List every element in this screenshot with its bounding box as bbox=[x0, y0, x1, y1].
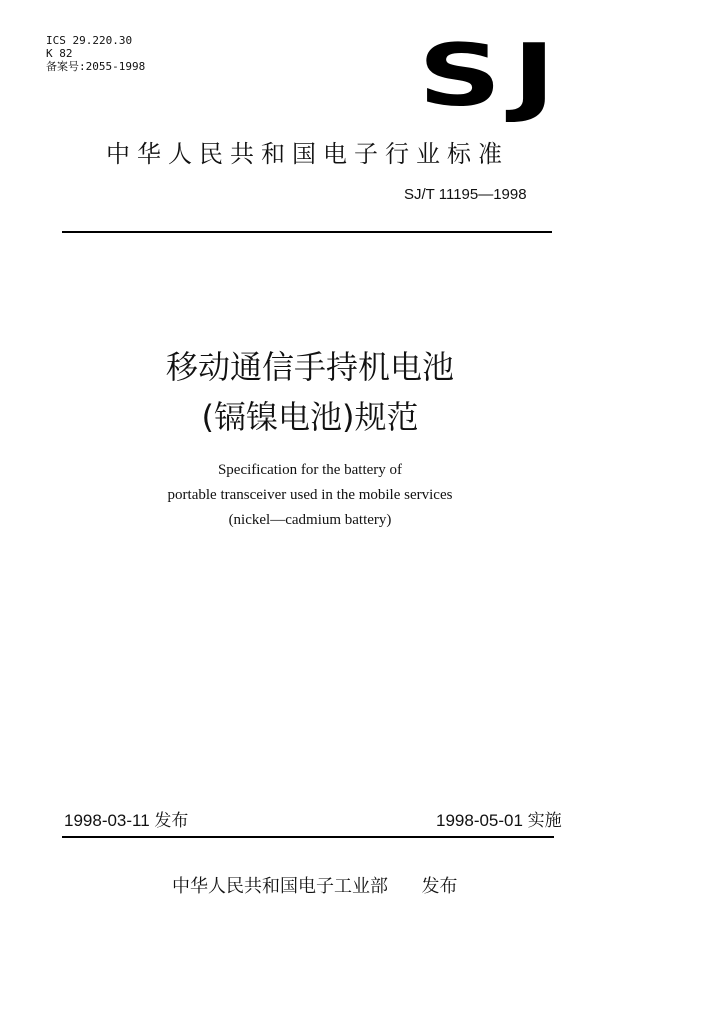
english-title-line-3: (nickel—cadmium battery) bbox=[228, 512, 392, 528]
title-line-2: (镉镍电池)规范 bbox=[201, 398, 419, 436]
document-metadata bbox=[46, 34, 145, 73]
effective-date: 1998-05-01 实施 bbox=[436, 811, 562, 830]
publisher-action: 发布 bbox=[421, 876, 458, 897]
title-line-1: 移动通信手持机电池 bbox=[165, 348, 454, 386]
issue-date: 1998-03-11 发布 bbox=[64, 811, 189, 830]
publisher bbox=[172, 872, 457, 898]
ccs-number: K 82 bbox=[46, 47, 73, 60]
sj-logo: SJ bbox=[418, 26, 567, 126]
english-title-line-2: portable transceiver used in the mobile services bbox=[167, 487, 453, 503]
top-divider bbox=[62, 231, 552, 233]
ics-number: ICS 29.220.30 bbox=[46, 34, 133, 47]
standard-category: 中华人民共和国电子行业标准 bbox=[106, 140, 509, 168]
publisher-name: 中华人民共和国电子工业部 bbox=[172, 876, 388, 897]
standard-code: SJ/T 11195—1998 bbox=[404, 186, 527, 203]
english-title-line-1: Specification for the battery of bbox=[217, 462, 403, 478]
record-number: 备案号:2055-1998 bbox=[46, 60, 146, 73]
bottom-divider bbox=[62, 836, 554, 838]
